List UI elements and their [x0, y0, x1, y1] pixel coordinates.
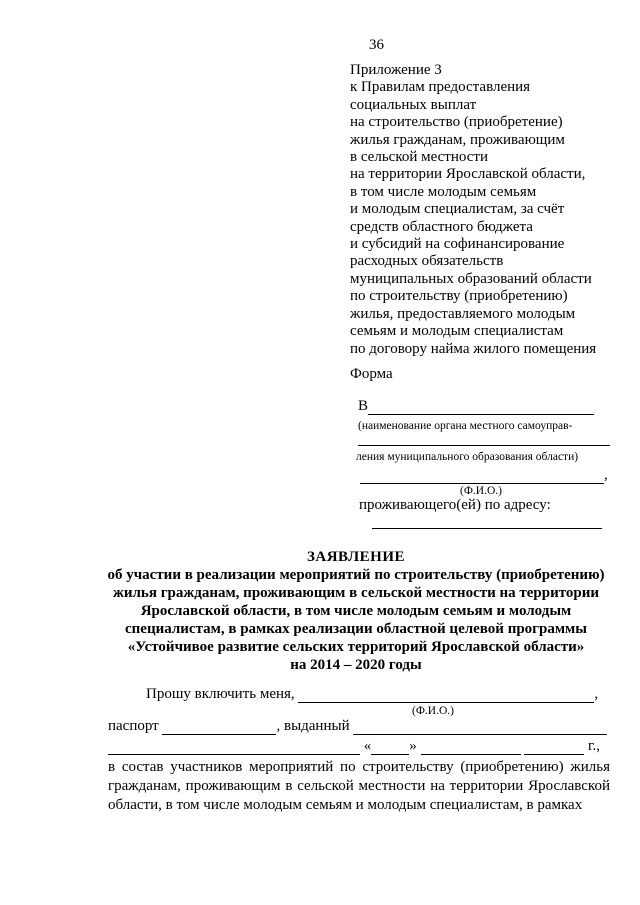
addressee-to-row [358, 398, 594, 415]
appendix-line: жилья гражданам, проживающим [350, 131, 565, 148]
appendix-line: по договору найма жилого помещения [350, 340, 597, 357]
addressee-residing: проживающего(ей) по адресу: [359, 497, 551, 513]
quote-close: » [409, 738, 417, 754]
issue-year-field[interactable] [524, 740, 584, 755]
addressee-fio-field[interactable] [360, 469, 604, 484]
page-number: 36 [369, 37, 384, 53]
title-line: специалистам, в рамках реализации областной целевой программы [125, 621, 587, 637]
appendix-line: расходных обязательств [350, 253, 504, 270]
appendix-line: жилья, предоставляемого молодым [350, 305, 576, 322]
appendix-line: средств областного бюджета [350, 218, 533, 235]
appendix-line: семьям и молодым специалистам [350, 323, 564, 340]
title-line: «Устойчивое развитие сельских территорий Ярославской области» [127, 639, 585, 655]
addressee-org-field-2[interactable] [358, 431, 610, 445]
statement-title [96, 548, 616, 674]
title-line: Ярославской области, в том числе молодым семьям и молодым [140, 603, 572, 619]
appendix-line: в том числе молодым семьям [350, 183, 537, 200]
addressee-hint-org-1: (наименование органа местного самоуправ- [358, 420, 573, 432]
addressee-hint-fio: (Ф.И.О.) [460, 485, 502, 497]
comma: , [594, 686, 599, 702]
addressee-hint-org-2: ления муниципального образования области) [356, 451, 579, 463]
appendix-line: социальных выплат [350, 96, 477, 113]
title-line: об участии в реализации мероприятий по строительству (приобретению) [107, 567, 605, 583]
issue-date-row [108, 738, 600, 755]
passport-issuer-field-2[interactable] [108, 740, 360, 755]
addressee-to-prefix: В [358, 398, 369, 414]
body-paragraph: в состав участников мероприятий по строительству (приобретению) жилья гражданам, проживающим в сельской местности на территории Ярославской области, в том числе молодым семьям и молодым специалистам, в рамках [108, 759, 610, 813]
form-label: Форма [350, 366, 393, 382]
title-line: на 2014 – 2020 годы [290, 657, 422, 673]
title-line: жилья гражданам, проживающим в сельской местности на территории [112, 585, 600, 601]
appendix-line: на строительство (приобретение) [350, 114, 563, 131]
passport-label: паспорт [108, 718, 159, 734]
appendix-line: и молодым специалистам, за счёт [350, 201, 565, 218]
appendix-line: к Правилам предоставления [350, 79, 531, 96]
issue-month-field[interactable] [421, 740, 521, 755]
comma: , [604, 467, 608, 483]
appendix-line: муниципальных образований области [350, 270, 592, 287]
issued-label: , выданный [276, 718, 350, 734]
passport-issuer-field[interactable] [353, 720, 607, 735]
passport-row [108, 718, 607, 735]
appendix-line: и субсидий на софинансирование [350, 236, 565, 253]
appendix-block [350, 62, 596, 358]
appendix-line: в сельской местности [350, 149, 488, 166]
appendix-line: по строительству (приобретению) [350, 288, 568, 305]
quote-open: « [363, 738, 372, 754]
applicant-fio-field[interactable] [298, 688, 594, 703]
addressee-org-field[interactable] [368, 400, 594, 415]
addressee-address-field[interactable] [372, 514, 602, 528]
statement-heading: ЗАЯВЛЕНИЕ [306, 549, 406, 565]
issue-day-field[interactable] [371, 740, 409, 755]
appendix-line: на территории Ярославской области, [350, 166, 586, 183]
passport-number-field[interactable] [162, 720, 276, 735]
appendix-line: Приложение 3 [350, 62, 442, 78]
year-suffix: г., [588, 738, 600, 754]
applicant-hint-fio: (Ф.И.О.) [412, 705, 454, 717]
request-text: Прошу включить меня, [146, 686, 295, 702]
addressee-fio-row [360, 467, 608, 484]
request-row [146, 686, 598, 703]
